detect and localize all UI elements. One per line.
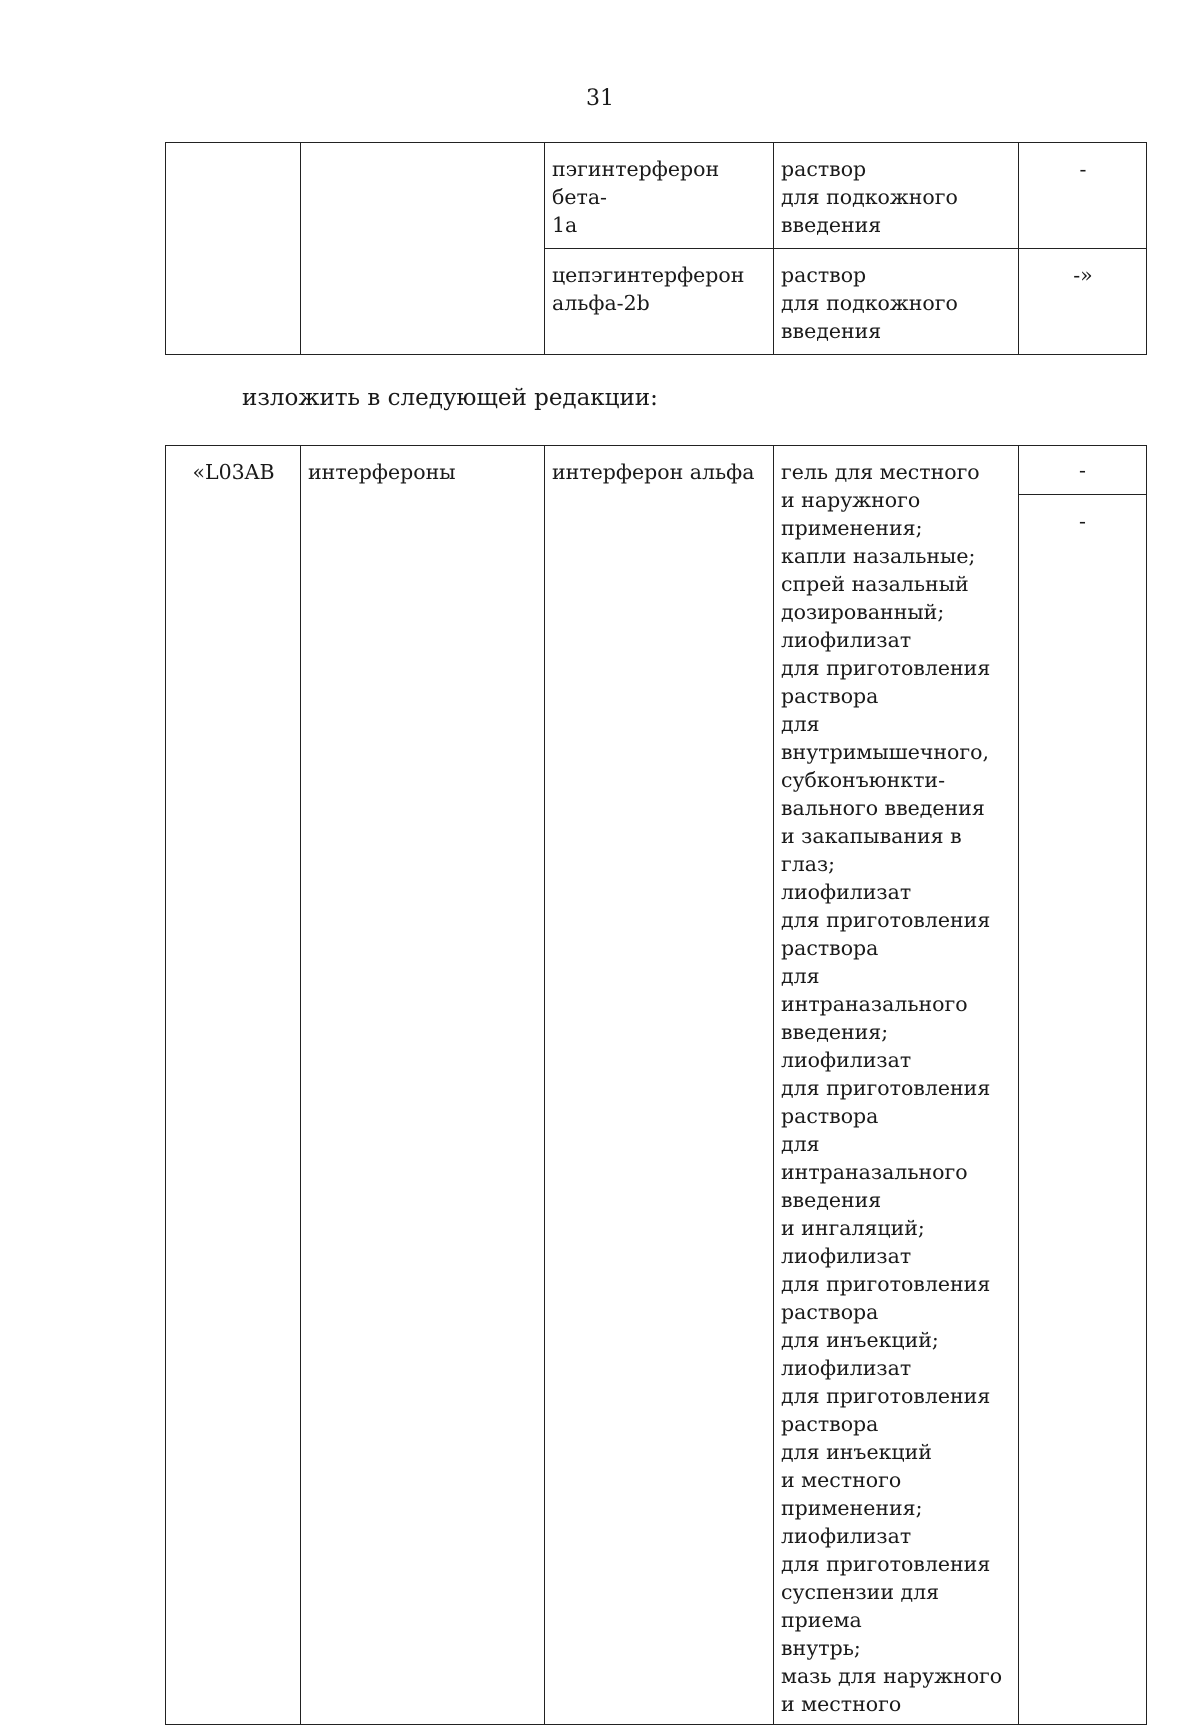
dosage-form-line: раствора (781, 1300, 879, 1324)
dosage-form-line: применения; (781, 1496, 923, 1520)
dosage-form-line: для приготовления (781, 656, 991, 680)
dosage-form-line: дозированный; (781, 600, 945, 624)
dosage-form-line: раствора (781, 684, 879, 708)
dosage-form-line: внутрь; (781, 1636, 861, 1660)
dosage-form-line: для приготовления (781, 1272, 991, 1296)
dosage-form-line: лиофилизат (781, 1048, 912, 1072)
group-cell-empty (301, 143, 545, 355)
note-cell-first: - (1019, 446, 1146, 495)
dosage-form-line: введения; (781, 1020, 889, 1044)
dosage-form-line: для приготовления (781, 908, 991, 932)
dosage-form-line: и ингаляций; (781, 1216, 925, 1240)
dosage-form-line: лиофилизат (781, 1244, 912, 1268)
note-cell: - (1019, 143, 1147, 249)
drug-name-cell: цепэгинтерферон альфа-2b (545, 249, 774, 355)
dosage-form-line: вального введения (781, 796, 985, 820)
note-cell-second: - (1079, 509, 1086, 533)
dosage-form-line: спрей назальный (781, 572, 969, 596)
dosage-form-line: внутримышечного, (781, 740, 990, 764)
intro-text: изложить в следующей редакции: (242, 385, 658, 411)
page-number: 31 (586, 86, 614, 111)
dosage-form-line: капли назальные; (781, 544, 976, 568)
dosage-form-line: суспензии для приема (781, 1580, 940, 1632)
group-cell: интерфероны (301, 446, 545, 1725)
dosage-form-line: и наружного (781, 488, 921, 512)
dosage-form-line: лиофилизат (781, 1524, 912, 1548)
table-row (166, 446, 1147, 1725)
dosage-form-cell: раствор для подкожного введения (774, 143, 1019, 249)
dosage-form-line: раствора (781, 1104, 879, 1128)
dosage-form-line: раствора (781, 1412, 879, 1436)
dosage-form-line: лиофилизат (781, 1356, 912, 1380)
new-table (165, 445, 1147, 1725)
dosage-form-line: для инъекций; (781, 1328, 939, 1352)
table-row (166, 143, 1147, 249)
dosage-form-line: и местного (781, 1692, 902, 1716)
note-column (1019, 446, 1147, 1725)
dosage-form-line: мазь для наружного (781, 1664, 1003, 1688)
dosage-form-line: для приготовления (781, 1384, 991, 1408)
dosage-form-line: субконъюнкти- (781, 768, 945, 792)
note-cell: -» (1019, 249, 1147, 355)
previous-table-fragment (165, 142, 1147, 355)
dosage-form-line: лиофилизат (781, 628, 912, 652)
dosage-form-line: и закапывания в глаз; (781, 824, 962, 876)
dosage-form-cell: раствор для подкожного введения (774, 249, 1019, 355)
dosage-form-line: и местного (781, 1468, 902, 1492)
dosage-form-line: для приготовления (781, 1552, 991, 1576)
dosage-form-line: применения; (781, 516, 923, 540)
dosage-form-line: для (781, 712, 820, 736)
code-cell-empty (166, 143, 301, 355)
dosage-form-line: раствора (781, 936, 879, 960)
dosage-form-line: для инъекций (781, 1440, 932, 1464)
dosage-form-line: для интраназального (781, 964, 968, 1016)
dosage-form-line: введения (781, 1188, 882, 1212)
atc-code-cell: «L03AB (166, 446, 301, 1725)
dosage-form-line: лиофилизат (781, 880, 912, 904)
drug-name-cell: пэгинтерферон бета- 1а (545, 143, 774, 249)
dosage-form-line: для приготовления (781, 1076, 991, 1100)
dosage-forms-cell (774, 446, 1019, 1725)
dosage-form-line: гель для местного (781, 460, 980, 484)
dosage-form-line: для интраназального (781, 1132, 968, 1184)
drug-name-cell: интерферон альфа (545, 446, 774, 1725)
